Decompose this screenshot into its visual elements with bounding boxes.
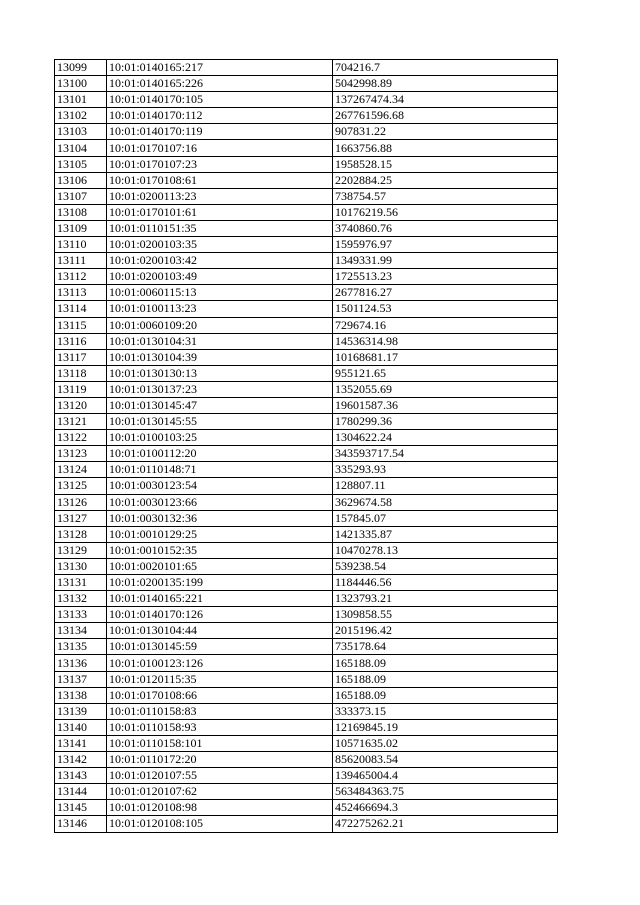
- value-cell: 452466694.3: [333, 800, 558, 816]
- row-number-cell: 13110: [55, 237, 107, 253]
- value-cell: 335293.93: [333, 462, 558, 478]
- row-number-cell: 13129: [55, 542, 107, 558]
- cadastral-number-cell: 10:01:0140170:112: [107, 108, 333, 124]
- value-cell: 735178.64: [333, 639, 558, 655]
- cadastral-number-cell: 10:01:0200103:49: [107, 269, 333, 285]
- value-cell: 1725513.23: [333, 269, 558, 285]
- row-number-cell: 13135: [55, 639, 107, 655]
- value-cell: 2202884.25: [333, 172, 558, 188]
- table-row: [55, 188, 558, 204]
- value-cell: 267761596.68: [333, 108, 558, 124]
- value-cell: 1184446.56: [333, 575, 558, 591]
- value-cell: 729674.16: [333, 317, 558, 333]
- value-cell: 3629674.58: [333, 494, 558, 510]
- cadastral-number-cell: 10:01:0200103:35: [107, 237, 333, 253]
- value-cell: 704216.7: [333, 60, 558, 76]
- cadastral-number-cell: 10:01:0170107:16: [107, 140, 333, 156]
- table-row: [55, 816, 558, 832]
- table-row: [55, 623, 558, 639]
- row-number-cell: 13128: [55, 526, 107, 542]
- row-number-cell: 13134: [55, 623, 107, 639]
- value-cell: 10168681.17: [333, 349, 558, 365]
- row-number-cell: 13138: [55, 687, 107, 703]
- table-row: [55, 510, 558, 526]
- table-row: [55, 800, 558, 816]
- table-row: [55, 140, 558, 156]
- value-cell: 165188.09: [333, 687, 558, 703]
- cadastral-number-cell: 10:01:0030123:66: [107, 494, 333, 510]
- table-row: [55, 397, 558, 413]
- cadastral-number-cell: 10:01:0100123:126: [107, 655, 333, 671]
- table-row: [55, 768, 558, 784]
- row-number-cell: 13133: [55, 607, 107, 623]
- value-cell: 137267474.34: [333, 92, 558, 108]
- row-number-cell: 13136: [55, 655, 107, 671]
- row-number-cell: 13114: [55, 301, 107, 317]
- value-cell: 3740860.76: [333, 220, 558, 236]
- row-number-cell: 13141: [55, 735, 107, 751]
- cadastral-number-cell: 10:01:0130104:39: [107, 349, 333, 365]
- table-row: [55, 381, 558, 397]
- cadastral-number-cell: 10:01:0130145:59: [107, 639, 333, 655]
- row-number-cell: 13108: [55, 204, 107, 220]
- cadastral-number-cell: 10:01:0110151:35: [107, 220, 333, 236]
- cadastral-number-cell: 10:01:0100112:20: [107, 446, 333, 462]
- table-row: [55, 204, 558, 220]
- cadastral-number-cell: 10:01:0140170:126: [107, 607, 333, 623]
- value-cell: 333373.15: [333, 703, 558, 719]
- table-row: [55, 60, 558, 76]
- table-row: [55, 575, 558, 591]
- table-row: [55, 671, 558, 687]
- table-row: [55, 156, 558, 172]
- table-row: [55, 687, 558, 703]
- cadastral-number-cell: 10:01:0010152:35: [107, 542, 333, 558]
- table-row: [55, 92, 558, 108]
- value-cell: 2015196.42: [333, 623, 558, 639]
- table-row: [55, 172, 558, 188]
- data-table: [54, 59, 558, 833]
- value-cell: 10571635.02: [333, 735, 558, 751]
- cadastral-number-cell: 10:01:0120115:35: [107, 671, 333, 687]
- table-row: [55, 333, 558, 349]
- value-cell: 1501124.53: [333, 301, 558, 317]
- cadastral-number-cell: 10:01:0100113:23: [107, 301, 333, 317]
- value-cell: 343593717.54: [333, 446, 558, 462]
- table-row: [55, 542, 558, 558]
- row-number-cell: 13126: [55, 494, 107, 510]
- cadastral-number-cell: 10:01:0200135:199: [107, 575, 333, 591]
- row-number-cell: 13113: [55, 285, 107, 301]
- row-number-cell: 13120: [55, 397, 107, 413]
- row-number-cell: 13117: [55, 349, 107, 365]
- row-number-cell: 13100: [55, 76, 107, 92]
- cadastral-number-cell: 10:01:0110158:93: [107, 719, 333, 735]
- table-row: [55, 446, 558, 462]
- cadastral-number-cell: 10:01:0200113:23: [107, 188, 333, 204]
- row-number-cell: 13137: [55, 671, 107, 687]
- row-number-cell: 13111: [55, 253, 107, 269]
- value-cell: 1663756.88: [333, 140, 558, 156]
- value-cell: 1309858.55: [333, 607, 558, 623]
- row-number-cell: 13121: [55, 414, 107, 430]
- value-cell: 1958528.15: [333, 156, 558, 172]
- cadastral-number-cell: 10:01:0020101:65: [107, 558, 333, 574]
- cadastral-number-cell: 10:01:0100103:25: [107, 430, 333, 446]
- value-cell: 738754.57: [333, 188, 558, 204]
- value-cell: 539238.54: [333, 558, 558, 574]
- table-row: [55, 220, 558, 236]
- cadastral-number-cell: 10:01:0130145:55: [107, 414, 333, 430]
- table-row: [55, 703, 558, 719]
- value-cell: 85620083.54: [333, 752, 558, 768]
- value-cell: 165188.09: [333, 671, 558, 687]
- value-cell: 10176219.56: [333, 204, 558, 220]
- cadastral-number-cell: 10:01:0140165:217: [107, 60, 333, 76]
- cadastral-number-cell: 10:01:0110148:71: [107, 462, 333, 478]
- row-number-cell: 13116: [55, 333, 107, 349]
- value-cell: 472275262.21: [333, 816, 558, 832]
- row-number-cell: 13125: [55, 478, 107, 494]
- table-row: [55, 752, 558, 768]
- row-number-cell: 13140: [55, 719, 107, 735]
- row-number-cell: 13119: [55, 381, 107, 397]
- value-cell: 563484363.75: [333, 784, 558, 800]
- table-row: [55, 639, 558, 655]
- cadastral-number-cell: 10:01:0140170:105: [107, 92, 333, 108]
- table-row: [55, 784, 558, 800]
- table-row: [55, 349, 558, 365]
- row-number-cell: 13102: [55, 108, 107, 124]
- row-number-cell: 13112: [55, 269, 107, 285]
- value-cell: 955121.65: [333, 365, 558, 381]
- table-row: [55, 269, 558, 285]
- cadastral-number-cell: 10:01:0140170:119: [107, 124, 333, 140]
- cadastral-number-cell: 10:01:0130104:31: [107, 333, 333, 349]
- value-cell: 19601587.36: [333, 397, 558, 413]
- cadastral-number-cell: 10:01:0120107:55: [107, 768, 333, 784]
- table-row: [55, 108, 558, 124]
- cadastral-number-cell: 10:01:0120107:62: [107, 784, 333, 800]
- cadastral-number-cell: 10:01:0110158:101: [107, 735, 333, 751]
- cadastral-number-cell: 10:01:0060115:13: [107, 285, 333, 301]
- value-cell: 1349331.99: [333, 253, 558, 269]
- cadastral-number-cell: 10:01:0110172:20: [107, 752, 333, 768]
- value-cell: 14536314.98: [333, 333, 558, 349]
- row-number-cell: 13109: [55, 220, 107, 236]
- table-row: [55, 655, 558, 671]
- cadastral-number-cell: 10:01:0140165:226: [107, 76, 333, 92]
- value-cell: 1323793.21: [333, 591, 558, 607]
- table-row: [55, 719, 558, 735]
- value-cell: 1595976.97: [333, 237, 558, 253]
- value-cell: 1352055.69: [333, 381, 558, 397]
- value-cell: 12169845.19: [333, 719, 558, 735]
- value-cell: 1421335.87: [333, 526, 558, 542]
- row-number-cell: 13143: [55, 768, 107, 784]
- table-row: [55, 430, 558, 446]
- cadastral-number-cell: 10:01:0170107:23: [107, 156, 333, 172]
- table-row: [55, 494, 558, 510]
- table-row: [55, 317, 558, 333]
- table-row: [55, 76, 558, 92]
- table-row: [55, 414, 558, 430]
- table-row: [55, 558, 558, 574]
- value-cell: 5042998.89: [333, 76, 558, 92]
- table-row: [55, 237, 558, 253]
- row-number-cell: 13101: [55, 92, 107, 108]
- cadastral-number-cell: 10:01:0120108:105: [107, 816, 333, 832]
- row-number-cell: 13118: [55, 365, 107, 381]
- cadastral-number-cell: 10:01:0170108:66: [107, 687, 333, 703]
- cadastral-number-cell: 10:01:0060109:20: [107, 317, 333, 333]
- value-cell: 907831.22: [333, 124, 558, 140]
- cadastral-number-cell: 10:01:0130104:44: [107, 623, 333, 639]
- table-row: [55, 124, 558, 140]
- table-row: [55, 591, 558, 607]
- row-number-cell: 13144: [55, 784, 107, 800]
- cadastral-number-cell: 10:01:0130145:47: [107, 397, 333, 413]
- table-row: [55, 285, 558, 301]
- table-row: [55, 365, 558, 381]
- row-number-cell: 13105: [55, 156, 107, 172]
- row-number-cell: 13124: [55, 462, 107, 478]
- row-number-cell: 13104: [55, 140, 107, 156]
- cadastral-number-cell: 10:01:0130137:23: [107, 381, 333, 397]
- cadastral-number-cell: 10:01:0030123:54: [107, 478, 333, 494]
- value-cell: 2677816.27: [333, 285, 558, 301]
- cadastral-number-cell: 10:01:0200103:42: [107, 253, 333, 269]
- table-row: [55, 462, 558, 478]
- cadastral-number-cell: 10:01:0170101:61: [107, 204, 333, 220]
- cadastral-number-cell: 10:01:0140165:221: [107, 591, 333, 607]
- table-row: [55, 301, 558, 317]
- row-number-cell: 13146: [55, 816, 107, 832]
- row-number-cell: 13127: [55, 510, 107, 526]
- cadastral-number-cell: 10:01:0030132:36: [107, 510, 333, 526]
- row-number-cell: 13123: [55, 446, 107, 462]
- cadastral-number-cell: 10:01:0010129:25: [107, 526, 333, 542]
- value-cell: 10470278.13: [333, 542, 558, 558]
- value-cell: 165188.09: [333, 655, 558, 671]
- value-cell: 128807.11: [333, 478, 558, 494]
- cadastral-number-cell: 10:01:0170108:61: [107, 172, 333, 188]
- row-number-cell: 13107: [55, 188, 107, 204]
- row-number-cell: 13099: [55, 60, 107, 76]
- row-number-cell: 13106: [55, 172, 107, 188]
- row-number-cell: 13132: [55, 591, 107, 607]
- row-number-cell: 13142: [55, 752, 107, 768]
- value-cell: 1304622.24: [333, 430, 558, 446]
- table-body: [55, 60, 558, 833]
- table-row: [55, 253, 558, 269]
- table-row: [55, 735, 558, 751]
- cadastral-number-cell: 10:01:0130130:13: [107, 365, 333, 381]
- table-row: [55, 478, 558, 494]
- value-cell: 139465004.4: [333, 768, 558, 784]
- value-cell: 1780299.36: [333, 414, 558, 430]
- value-cell: 157845.07: [333, 510, 558, 526]
- cadastral-number-cell: 10:01:0110158:83: [107, 703, 333, 719]
- cadastral-number-cell: 10:01:0120108:98: [107, 800, 333, 816]
- row-number-cell: 13103: [55, 124, 107, 140]
- table-row: [55, 526, 558, 542]
- row-number-cell: 13122: [55, 430, 107, 446]
- row-number-cell: 13131: [55, 575, 107, 591]
- row-number-cell: 13115: [55, 317, 107, 333]
- row-number-cell: 13130: [55, 558, 107, 574]
- table-row: [55, 607, 558, 623]
- row-number-cell: 13145: [55, 800, 107, 816]
- row-number-cell: 13139: [55, 703, 107, 719]
